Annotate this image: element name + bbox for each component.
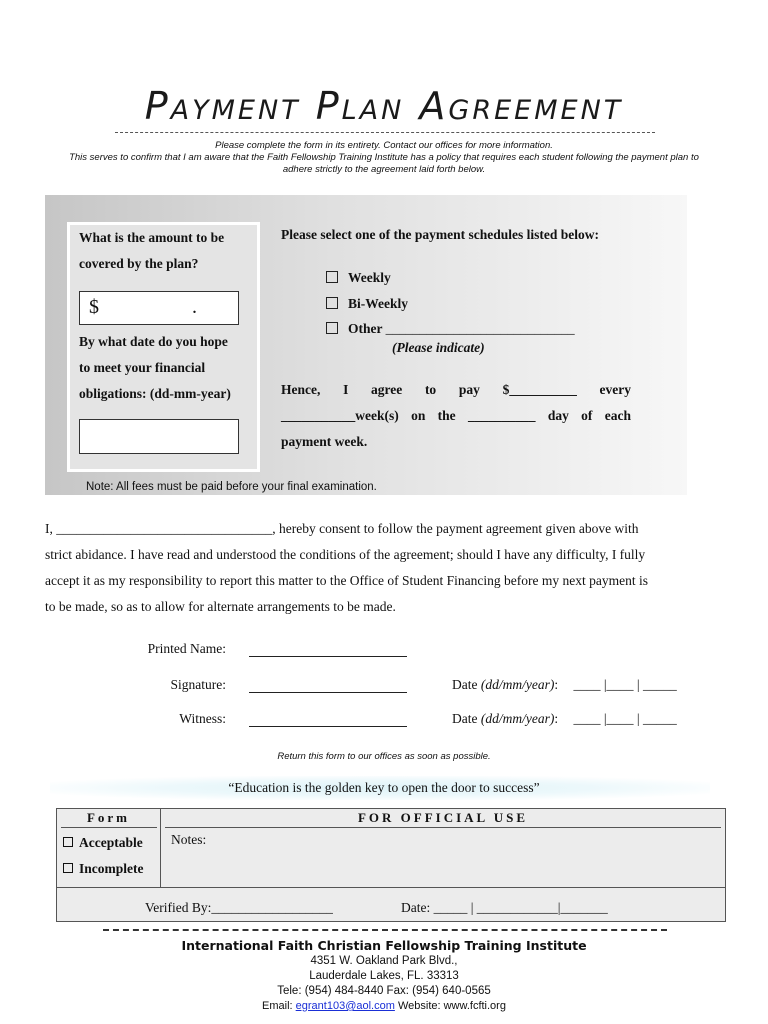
agree-word: each [604,408,631,423]
option-weekly[interactable] [326,270,391,286]
official-date[interactable]: Date: _____ | ____________|_______ [401,900,608,915]
incomplete-checkbox[interactable] [63,863,73,873]
currency-symbol: $ [89,296,99,318]
other-label: Other [348,321,383,336]
website[interactable]: Website: www.fcfti.org [397,1000,506,1012]
verified-by[interactable]: Verified By:__________________ [145,900,333,915]
date-question-line-1: By what date do you hope [79,334,228,349]
consent-line-4: to be made, so as to allow for alternate arrangements to be made. [45,599,396,614]
email-link[interactable]: egrant103@aol.com [295,1000,395,1012]
intro-line-3: adhere strictly to the agreement laid forth below. [282,164,486,175]
weekly-label: Weekly [348,270,391,285]
signature-label: Signature: [170,677,226,692]
agree-word: I [343,382,349,397]
return-note: Return this form to our offices as soon as possible. [277,751,491,762]
agree-word: day [547,408,569,423]
fees-note: Note: All fees must be paid before your final examination. [86,481,377,493]
agree-word: to [424,382,437,397]
date-colon: : [554,677,559,692]
date-format: (dd/mm/year) [480,677,555,692]
agree-word: every [599,382,631,397]
phone-fax: Tele: (954) 484-8440 Fax: (954) 640-0565 [277,985,491,997]
form-header: Form [86,810,131,825]
organization-name: International Faith Christian Fellowship Training Institute [181,938,587,953]
agree-word: on [411,408,426,423]
other-checkbox[interactable] [326,322,338,334]
incomplete-label: Incomplete [79,861,144,876]
option-other[interactable] [326,321,575,337]
date-format: (dd/mm/year) [480,711,555,726]
consent-line-2: strict abidance. I have read and understood the conditions of the agreement; should I have any difficulty, I fully [45,547,646,562]
decimal-point: . [192,296,197,318]
witness-field[interactable] [249,726,407,727]
incomplete-option[interactable] [63,861,144,877]
amount-input[interactable] [79,291,239,325]
date-label: Date [452,711,478,726]
consent-line-1: I, ________________________________, hereby consent to follow the payment agreement given above with [45,521,639,536]
biweekly-checkbox[interactable] [326,297,338,309]
footer-divider [103,929,667,931]
day-blank[interactable]: __________ [468,408,536,423]
weekly-checkbox[interactable] [326,271,338,283]
other-blank[interactable]: ____________________________ [385,321,575,336]
option-biweekly[interactable] [326,296,408,312]
agree-line-3: payment week. [281,434,368,449]
printed-name-field[interactable] [249,656,407,657]
signature-field[interactable] [249,692,407,693]
address-line-2: Lauderdale Lakes, FL. 33313 [309,970,459,982]
date-colon: : [554,711,559,726]
use-header-underline [165,827,721,828]
signature-date-field[interactable]: ____ |____ | _____ [573,677,677,692]
biweekly-label: Bi-Weekly [348,296,408,311]
agree-word: the [437,408,456,423]
agree-word: of [581,408,593,423]
weeks-blank[interactable]: ___________week(s) [281,408,399,423]
acceptable-checkbox[interactable] [63,837,73,847]
page-title: Payment Plan Agreement [144,84,624,128]
pay-amount-blank[interactable]: $__________ [502,382,577,397]
title-divider [115,132,655,133]
notes-label: Notes: [171,832,207,847]
amount-question-line-2: covered by the plan? [79,256,199,271]
intro-line-1: Please complete the form in its entirety. Contact our offices for more information. [215,140,553,151]
form-header-underline [61,827,157,828]
amount-question-line-1: What is the amount to be [79,230,225,245]
target-date-input[interactable] [79,419,239,454]
agree-line-2 [281,408,631,424]
printed-name-label: Printed Name: [147,641,226,656]
witness-date [452,711,677,727]
date-question-line-3: obligations: (dd-mm-year) [79,386,231,401]
date-question-line-2: to meet your financial [79,360,206,375]
witness-date-field[interactable]: ____ |____ | _____ [573,711,677,726]
agree-word: agree [371,382,403,397]
agree-word: pay [458,382,480,397]
official-use-table [56,808,726,922]
acceptable-label: Acceptable [79,835,143,850]
signature-date [452,677,677,693]
row-divider [57,887,725,888]
agree-line-1 [281,382,631,398]
address-line-1: 4351 W. Oakland Park Blvd., [310,955,458,967]
acceptable-option[interactable] [63,835,143,851]
agree-word: Hence, [281,382,321,397]
contact-line [0,1000,768,1012]
consent-line-3: accept it as my responsibility to report this matter to the Office of Student Financing before my next payment is [45,573,648,588]
motto-quote: “Education is the golden key to open the door to success” [228,780,540,795]
official-use-header: FOR OFFICIAL USE [357,810,529,825]
intro-line-2: This serves to confirm that I am aware that the Faith Fellowship Training Institute has a policy that requires each student following the payment plan to [69,152,699,163]
schedule-prompt: Please select one of the payment schedules listed below: [281,227,599,242]
date-label: Date [452,677,478,692]
email-label: Email: [262,1000,293,1012]
please-indicate: (Please indicate) [392,340,485,355]
witness-label: Witness: [179,711,226,726]
